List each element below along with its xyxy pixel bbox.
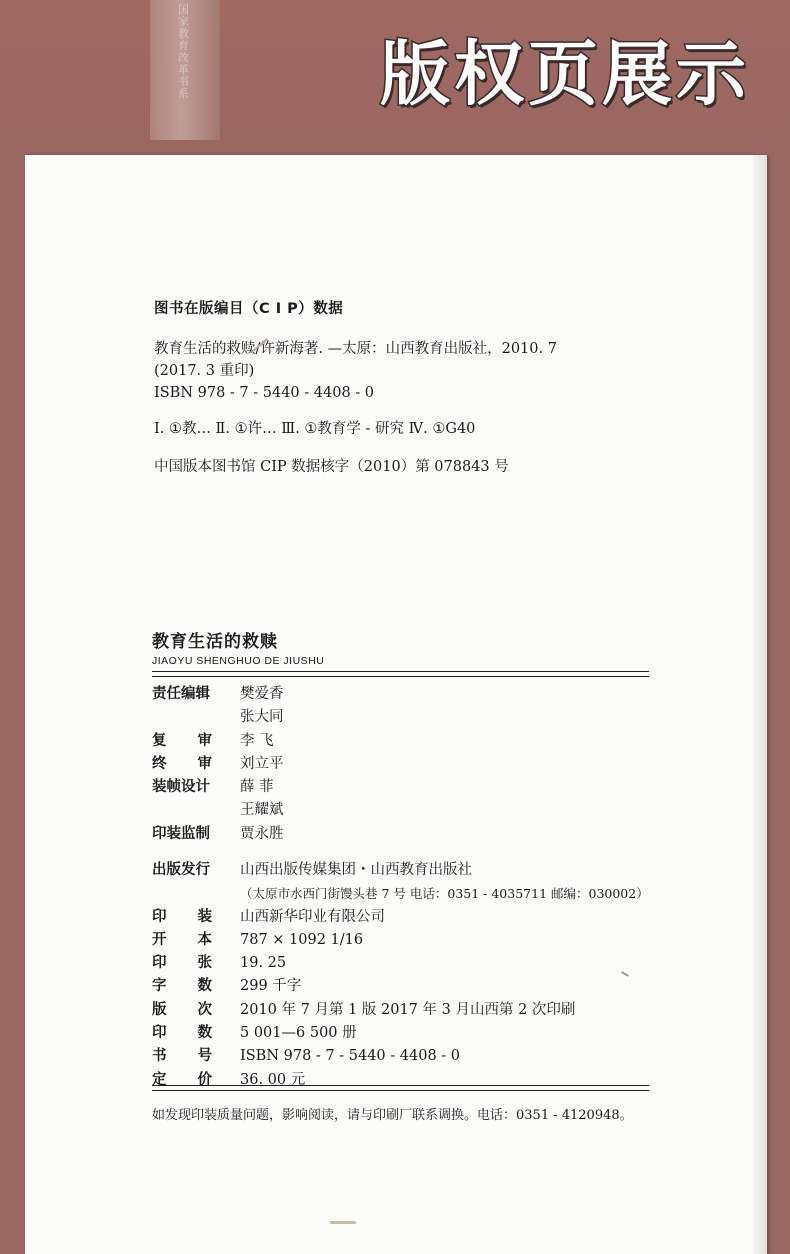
publication-value: 299 千字	[240, 978, 302, 995]
credits-row	[152, 823, 752, 846]
credits-label: 复 审	[152, 732, 212, 749]
publication-label: 版 次	[152, 1001, 212, 1018]
publication-row	[152, 952, 752, 975]
publication-value: ISBN 978 - 7 - 5440 - 4408 - 0	[240, 1048, 461, 1065]
publication-label: 开 本	[152, 931, 212, 948]
publication-label: 印 装	[152, 908, 212, 925]
publication-row	[152, 882, 752, 905]
publication-row	[152, 859, 752, 882]
credits-value: 李 飞	[240, 732, 274, 749]
credits-label: 终 审	[152, 755, 212, 772]
cip-heading: 图书在版编目（C I P）数据	[154, 301, 344, 317]
footer-note: 如发现印装质量问题，影响阅读，请与印刷厂联系调换。电话：0351 - 4120948。	[152, 1108, 633, 1123]
publication-value: 2010 年 7 月第 1 版 2017 年 3 月山西第 2 次印刷	[240, 1001, 576, 1018]
publication-label: 字 数	[152, 978, 212, 995]
credits-row	[152, 683, 752, 706]
book-pinyin: JIAOYU SHENGHUO DE JIUSHU	[152, 655, 325, 667]
paper-speck	[330, 1221, 356, 1224]
publication-label: 书 号	[152, 1048, 212, 1065]
cip-line-title: 教育生活的救赎/许新海著. —太原：山西教育出版社，2010. 7	[154, 341, 557, 357]
cip-line-reprint: (2017. 3 重印)	[154, 363, 255, 379]
book-heading	[152, 627, 652, 667]
credits-row	[152, 706, 752, 729]
publication-label	[152, 882, 240, 905]
page-edge-shadow	[753, 155, 767, 1254]
credits-value: 张大同	[240, 709, 284, 726]
credits-list	[152, 683, 752, 846]
bottom-double-rule	[152, 1085, 649, 1091]
credits-value: 樊爱香	[240, 686, 284, 702]
publication-row	[152, 906, 752, 929]
credits-row	[152, 753, 752, 776]
cip-block	[154, 297, 714, 478]
credits-value: 王耀斌	[240, 802, 284, 819]
publication-value: 山西新华印业有限公司	[240, 908, 385, 925]
publication-value: 787 × 1092 1/16	[240, 931, 364, 948]
credits-label: 印装监制	[152, 825, 210, 842]
credits-value: 贾永胜	[240, 825, 284, 842]
credits-label	[152, 799, 240, 822]
publication-row	[152, 999, 752, 1022]
cip-line-isbn: ISBN 978 - 7 - 5440 - 4408 - 0	[154, 385, 375, 401]
top-double-rule	[152, 671, 649, 677]
credits-row	[152, 776, 752, 799]
publication-row	[152, 929, 752, 952]
credits-value: 薛 菲	[240, 779, 274, 796]
credits-row	[152, 730, 752, 753]
banner-title: 版权页展示	[380, 33, 750, 115]
publication-value: 5 001—6 500 册	[240, 1025, 357, 1042]
credits-label	[152, 706, 240, 729]
book-spine-text: 国家教育改革书系	[178, 3, 189, 100]
credits-row	[152, 799, 752, 822]
publication-row	[152, 1022, 752, 1045]
publication-label: 出版发行	[152, 862, 210, 878]
credits-label: 装帧设计	[152, 779, 210, 796]
publication-list	[152, 859, 752, 1092]
copyright-page	[25, 155, 767, 1254]
publication-row	[152, 1045, 752, 1068]
book-title: 教育生活的救赎	[152, 632, 278, 652]
publication-label: 定 价	[152, 1071, 212, 1088]
cip-line-classification: Ⅰ. ①教… Ⅱ. ①许… Ⅲ. ①教育学 - 研究 Ⅳ. ①G40	[154, 421, 476, 437]
publication-value: 19. 25	[240, 955, 287, 972]
credits-value: 刘立平	[240, 755, 284, 772]
publication-value: 36. 00 元	[240, 1071, 306, 1088]
publication-label: 印 数	[152, 1025, 212, 1042]
publication-row	[152, 975, 752, 998]
credits-label: 责任编辑	[152, 686, 210, 702]
publication-label: 印 张	[152, 955, 212, 972]
publication-value: （太原市水西门街馒头巷 7 号 电话：0351 - 4035711 邮编：030002）	[240, 886, 649, 902]
publication-value: 山西出版传媒集团・山西教育出版社	[240, 862, 472, 878]
cip-line-record-number: 中国版本图书馆 CIP 数据核字（2010）第 078843 号	[154, 459, 509, 475]
